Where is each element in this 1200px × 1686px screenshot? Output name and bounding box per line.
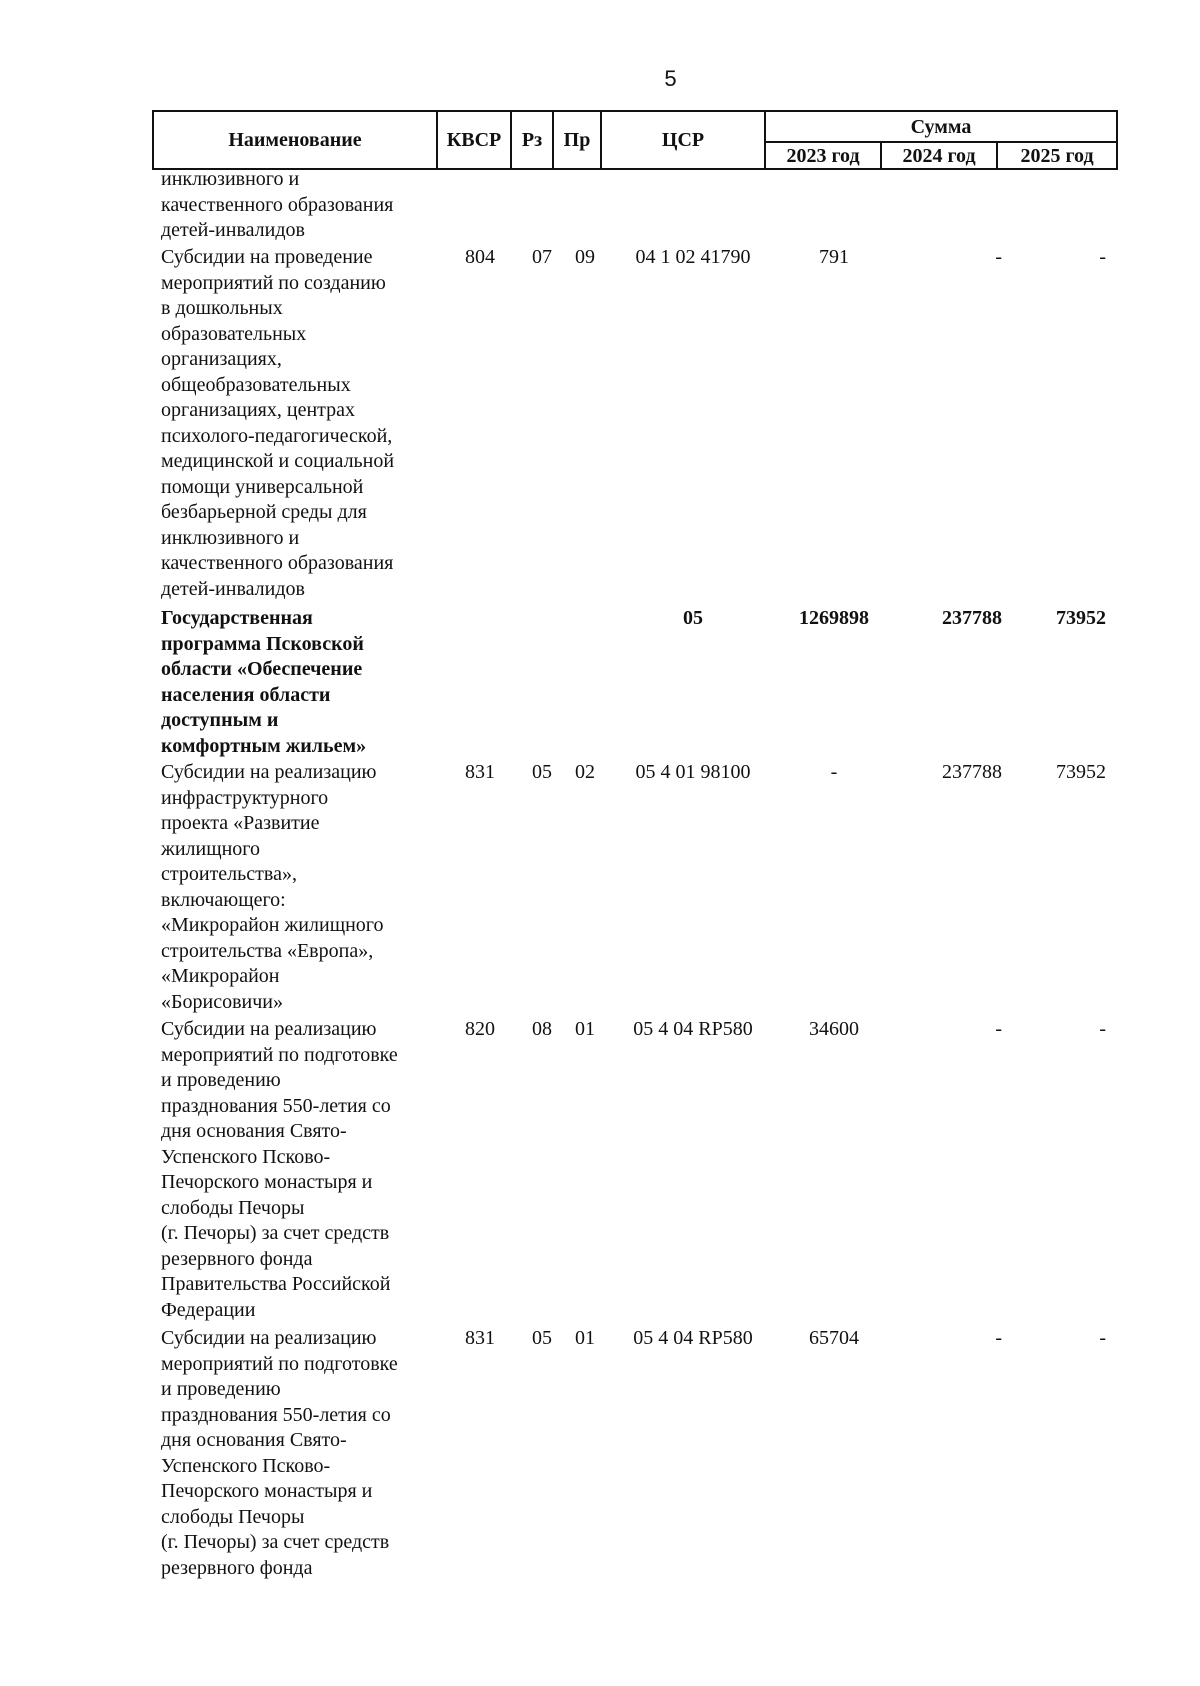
row-2025: - — [1099, 1327, 1106, 1349]
row-2023: 65704 — [809, 1327, 859, 1349]
header-sum: Сумма — [910, 115, 972, 138]
row-name: Государственная программа Псковской области «Обеспечение населения области доступным и комфортным жильем» — [161, 607, 367, 757]
header-rz: Рз — [521, 128, 543, 151]
row-csr: 05 4 04 RP580 — [633, 1327, 753, 1349]
row-2023: 1269898 — [799, 607, 869, 629]
row-2023: - — [830, 761, 838, 783]
row-pr: 01 — [575, 1018, 595, 1040]
row-2023: 791 — [819, 246, 849, 268]
row-csr: 04 1 02 41790 — [635, 246, 751, 268]
row-kvsr: 831 — [465, 1327, 495, 1349]
row-2024: - — [995, 246, 1002, 268]
row-name: Субсидии на проведение мероприятий по созданию в дошкольных образовательных организациях, общеобразовательных организациях, центрах психолого-педагогической, медицинской и социальной помощи универсальной безбарьерной среды для инклюзивного и качественного образования детей-инвалидов — [161, 246, 395, 600]
row-2025: - — [1099, 1018, 1106, 1040]
header-year-2023: 2023 год — [786, 145, 860, 167]
row-kvsr: 831 — [465, 761, 495, 783]
row-csr: 05 4 04 RP580 — [633, 1018, 753, 1040]
header-year-2024: 2024 год — [902, 145, 976, 167]
row-2025: 73952 — [1056, 607, 1106, 629]
row-2025: 73952 — [1056, 761, 1106, 783]
row-2024: - — [995, 1327, 1002, 1349]
row-name: Субсидии на реализацию мероприятий по подготовке и проведению празднования 550-летия со дня основания Свято- Успенского Псково- Печорского монастыря и слободы Печоры (г. Печоры) за счет средств резервного фонда Правительства Российской Федерации — [161, 1018, 398, 1321]
row-csr: 05 — [683, 607, 703, 629]
table-header — [152, 110, 1118, 170]
row-kvsr: 804 — [465, 246, 495, 268]
header-year-2025: 2025 год — [1020, 145, 1094, 167]
row-rz: 05 — [532, 1327, 552, 1349]
row-rz: 05 — [532, 761, 552, 783]
row-pr: 02 — [575, 761, 595, 783]
row-name: инклюзивного и качественного образования детей-инвалидов — [161, 168, 394, 241]
header-name: Наименование — [228, 128, 362, 151]
row-pr: 01 — [575, 1327, 595, 1349]
row-2025: - — [1099, 246, 1106, 268]
row-2024: 237788 — [942, 607, 1002, 629]
row-2023: 34600 — [809, 1018, 859, 1040]
row-2024: - — [995, 1018, 1002, 1040]
header-kvsr: КВСР — [446, 128, 502, 151]
page-number: 5 — [664, 66, 677, 91]
row-csr: 05 4 01 98100 — [635, 761, 751, 783]
row-name: Субсидии на реализацию инфраструктурного проекта «Развитие жилищного строительства», включающего: «Микрорайон жилищного строительства «Европа», «Микрорайон «Борисовичи» — [161, 761, 384, 1013]
row-pr: 09 — [575, 246, 595, 268]
row-rz: 08 — [532, 1018, 552, 1040]
row-rz: 07 — [532, 246, 552, 268]
row-name: Субсидии на реализацию мероприятий по подготовке и проведению празднования 550-летия со дня основания Свято- Успенского Псково- Печорского монастыря и слободы Печоры (г. Печоры) за счет средств резервного фонда — [161, 1327, 398, 1579]
header-pr: Пр — [563, 128, 591, 151]
header-csr: ЦСР — [661, 128, 705, 151]
row-kvsr: 820 — [465, 1018, 495, 1040]
row-2024: 237788 — [942, 761, 1002, 783]
